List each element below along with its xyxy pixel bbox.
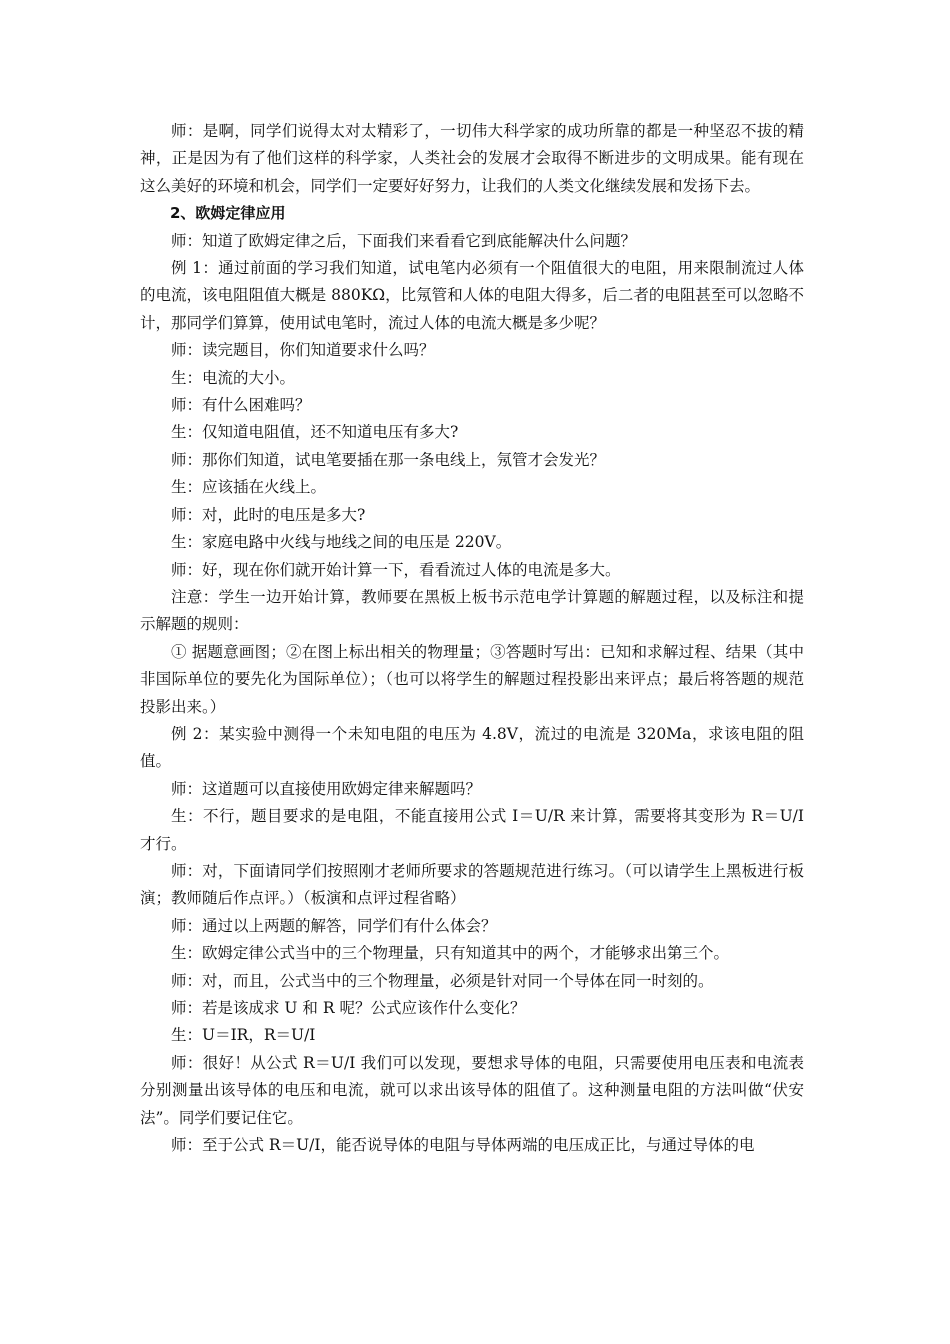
- dialogue-line: 师：好，现在你们就开始计算一下，看看流过人体的电流是多大。: [171, 560, 621, 579]
- dialogue-line: 师：通过以上两题的解答，同学们有什么体会？: [171, 916, 497, 935]
- dialogue-line: 师：有什么困难吗？: [171, 396, 311, 415]
- dialogue-line: 师：读完题目，你们知道要求什么吗？: [171, 341, 435, 360]
- section-heading: 2、欧姆定律应用: [170, 204, 286, 223]
- paragraph-continued: 师：至于公式 R＝U/I，能否说导体的电阻与导体两端的电压成正比，与通过导体的电: [171, 1136, 755, 1155]
- document-body: [140, 118, 804, 1159]
- dialogue-line: 生：家庭电路中火线与地线之间的电压是 220V。: [171, 533, 512, 552]
- dialogue-line: 生：欧姆定律公式当中的三个物理量，只有知道其中的两个，才能够求出第三个。: [171, 944, 730, 963]
- paragraph-example-1: 例 1：通过前面的学习我们知道，试电笔内必须有一个阻值很大的电阻，用来限制流过人体的电流，该电阻阻值大概是 880KΩ，比氖管和人体的电阻大得多，后二者的电阻甚至可以忽略不计，那同学们算算，使用试电笔时，流过人体的电流大概是多少呢？: [140, 259, 804, 332]
- dialogue-line: 师：对，下面请同学们按照刚才老师所要求的答题规范进行练习。（可以请学生上黑板进行板演；教师随后作点评。）（板演和点评过程省略）: [140, 861, 804, 908]
- paragraph-teacher-summary: 师：是啊，同学们说得太对太精彩了，一切伟大科学家的成功所靠的都是一种坚忍不拔的精神，正是因为有了他们这样的科学家，人类社会的发展才会取得不断进步的文明成果。能有现在这么美好的环境和机会，同学们一定要好好努力，让我们的人类文化继续发展和发扬下去。: [140, 122, 804, 195]
- paragraph-note: 注意：学生一边开始计算，教师要在黑板上板书示范电学计算题的解题过程，以及标注和提示解题的规则：: [140, 587, 804, 634]
- dialogue-line: 生：仅知道电阻值，还不知道电压有多大?: [171, 423, 459, 442]
- dialogue-line: 师：若是该成求 U 和 R 呢？公式应该作什么变化？: [171, 999, 526, 1017]
- dialogue-line: 师：这道题可以直接使用欧姆定律来解题吗？: [171, 779, 482, 798]
- dialogue-line: 生：应该插在火线上。: [171, 478, 327, 497]
- dialogue-line: 生：U＝IR，R＝U/I: [171, 1026, 316, 1045]
- paragraph-teacher-intro: 师：知道了欧姆定律之后，下面我们来看看它到底能解决什么问题？: [171, 231, 637, 250]
- dialogue-line: 师：那你们知道，试电笔要插在那一条电线上，氖管才会发光？: [171, 450, 606, 469]
- paragraph-example-2: 例 2：某实验中测得一个未知电阻的电压为 4.8V，流过的电流是 320Ma，求该电阻的阻值。: [140, 724, 804, 771]
- paragraph-voltammetry: 师：很好！从公式 R＝U/I 我们可以发现，要想求导体的电阻，只需要使用电压表和电流表分别测量出该导体的电压和电流，就可以求出该导体的阻值了。这种测量电阻的方法叫做“伏安法”。同学们要记住它。: [140, 1053, 804, 1127]
- dialogue-line: 师：对，而且，公式当中的三个物理量，必须是针对同一个导体在同一时刻的。: [171, 971, 714, 990]
- paragraph-rules: ① 据题意画图；②在图上标出相关的物理量；③答题时写出：已知和求解过程、结果（其中非国际单位的要先化为国际单位）；（也可以将学生的解题过程投影出来评点；最后将答题的规范投影出来。）: [140, 642, 804, 716]
- dialogue-line: 生：不行，题目要求的是电阻，不能直接用公式 I＝U/R 来计算，需要将其变形为 R＝U/I 才行。: [140, 807, 804, 853]
- dialogue-line: 生：电流的大小。: [171, 368, 296, 387]
- dialogue-line: 师：对，此时的电压是多大?: [171, 505, 366, 524]
